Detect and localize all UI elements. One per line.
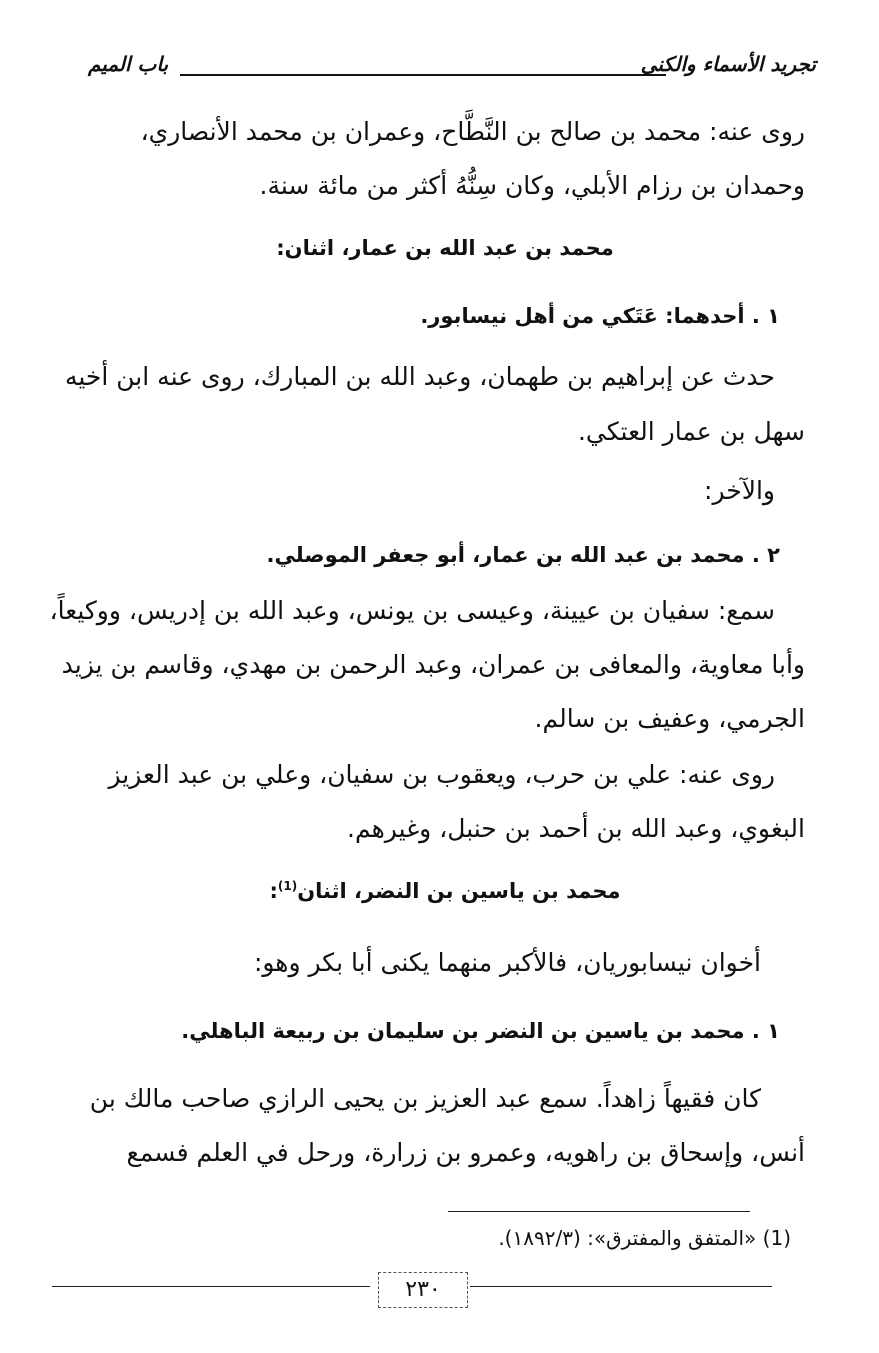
footer-rule-left: [52, 1286, 370, 1287]
text-line: سهل بن عمار العتكي.: [577, 417, 805, 446]
section-heading: [80, 866, 810, 911]
page-number: ٢٣٠: [378, 1272, 468, 1308]
footnote: (1) «المتفق والمفترق»: (١٨٩٢/٣).: [498, 1226, 791, 1250]
footer-rule-right: [470, 1286, 772, 1287]
text-line: روى عنه: علي بن حرب، ويعقوب بن سفيان، وعلي بن عبد العزيز: [108, 760, 775, 789]
text-line: أنس، وإسحاق بن راهويه، وعمرو بن زرارة، ورحل في العلم فسمع: [126, 1138, 805, 1167]
text-line: وأبا معاوية، والمعافى بن عمران، وعبد الرحمن بن مهدي، وقاسم بن يزيد: [61, 650, 805, 679]
entry-heading: ١ . أحدهما: عَتَكي من أهل نيسابور.: [420, 304, 780, 328]
text-line: سمع: سفيان بن عيينة، وعيسى بن يونس، وعبد الله بن إدريس، ووكيعاً،: [49, 596, 775, 625]
text-line: الجرمي، وعفيف بن سالم.: [534, 704, 805, 733]
header-rule: [180, 74, 666, 76]
entry-heading: ١ . محمد بن ياسين بن النضر بن سليمان بن ربيعة الباهلي.: [181, 1019, 780, 1043]
section-heading-text: محمد بن ياسين بن النضر، اثنان: [297, 879, 621, 903]
text-line: كان فقيهاً زاهداً. سمع عبد العزيز بن يحيى الرازي صاحب مالك بن: [89, 1084, 761, 1113]
book-title: تجريد الأسماء والكنى: [640, 52, 816, 76]
entry-heading: ٢ . محمد بن عبد الله بن عمار، أبو جعفر الموصلي.: [266, 543, 780, 567]
text-line: وحمدان بن رزام الأبلي، وكان سِنُّهُ أكثر من مائة سنة.: [259, 171, 805, 200]
footnote-ref[interactable]: (1): [277, 879, 298, 893]
running-header: [88, 52, 816, 92]
text-line: حدث عن إبراهيم بن طهمان، وعبد الله بن المبارك، روى عنه ابن أخيه: [64, 362, 775, 391]
text-line: البغوي، وعبد الله بن أحمد بن حنبل، وغيرهم.: [347, 814, 805, 843]
text-line: روى عنه: محمد بن صالح بن النَّطَّاح، وعمران بن محمد الأنصاري،: [140, 117, 805, 146]
section-heading-colon: :: [269, 879, 278, 903]
chapter-title: باب الميم: [88, 52, 169, 76]
section-heading: محمد بن عبد الله بن عمار، اثنان:: [276, 236, 614, 260]
footnote-separator: [448, 1211, 750, 1212]
text-line: أخوان نيسابوريان، فالأكبر منهما يكنى أبا بكر وهو:: [253, 948, 761, 977]
text-line: والآخر:: [704, 476, 775, 505]
